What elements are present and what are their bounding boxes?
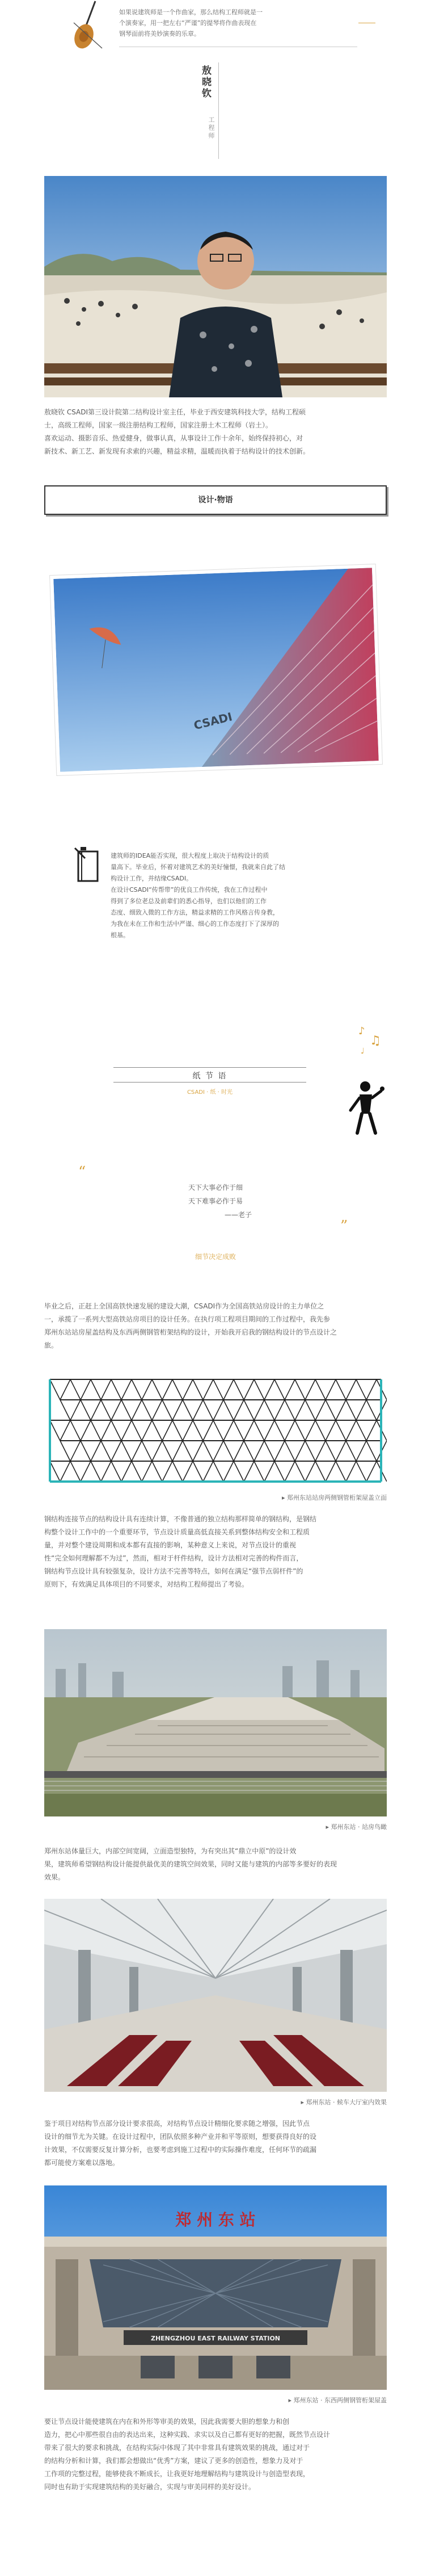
story-line: 建筑师的IDEA能否实现，很大程度上取决于结构设计的质 xyxy=(111,852,269,859)
truss-diagonal xyxy=(315,1379,326,1400)
music-notes-icon xyxy=(357,1022,386,1056)
quote-open-mark: “ xyxy=(78,1164,86,1181)
truss-diagonal xyxy=(81,1461,91,1482)
truss-diagonal xyxy=(326,1400,336,1420)
truss-diagonal xyxy=(356,1420,366,1441)
truss-diagonal xyxy=(234,1420,244,1441)
svg-text:♩: ♩ xyxy=(361,1047,365,1056)
story-line: 带来了很大的要求和挑战，在结构实际中体现了其中非常具有建筑效果的挑战，通过对于 xyxy=(44,2444,310,2452)
truss-diagonal xyxy=(91,1441,101,1461)
truss-diagonal xyxy=(172,1379,183,1400)
truss-drawing xyxy=(44,1374,387,1487)
quote-close-mark: ” xyxy=(340,1218,348,1235)
truss-diagonal xyxy=(152,1400,162,1420)
truss-diagonal xyxy=(213,1420,223,1441)
story1-text xyxy=(111,850,388,941)
truss-diagonal xyxy=(234,1441,244,1461)
truss-diagonal xyxy=(142,1420,152,1441)
truss-diagonal xyxy=(121,1461,132,1482)
truss-diagonal xyxy=(121,1400,132,1420)
story5-text xyxy=(44,2117,387,2170)
truss-diagonal xyxy=(366,1400,377,1420)
caption-bullet: ▸ xyxy=(288,2397,294,2404)
truss-diagonal xyxy=(172,1461,183,1482)
truss-diagonal xyxy=(193,1441,203,1461)
bio-line: 士，高级工程师，国家一级注册结构工程师，国家注册土木工程师（岩土）。 xyxy=(44,421,273,429)
truss-diagonal xyxy=(203,1400,213,1420)
truss-diagonal xyxy=(70,1420,81,1441)
truss-diagonal xyxy=(336,1400,346,1420)
truss-diagonal xyxy=(356,1461,366,1482)
truss-diagonal xyxy=(60,1400,70,1420)
truss-diagonal xyxy=(50,1379,60,1400)
truss-diagonal xyxy=(81,1441,91,1461)
poem xyxy=(0,1181,431,1222)
truss-diagonal xyxy=(285,1420,295,1441)
truss-diagonal xyxy=(336,1441,346,1461)
truss-diagonal xyxy=(285,1379,295,1400)
truss-diagonal xyxy=(326,1461,336,1482)
story-line: 量高下。毕业后，怀着对建筑艺术的美好憧憬，我就来自此了结 xyxy=(111,863,285,871)
truss-diagonal xyxy=(152,1379,162,1400)
book-icon xyxy=(74,846,102,886)
violin-icon xyxy=(68,0,108,51)
aerial-photo xyxy=(44,1629,387,1816)
story-line: 造力，把心中那些很自由的表达出来，这种实践、求实以及自己都有更好的把握，既然节点设计 xyxy=(44,2431,331,2439)
truss-diagonal xyxy=(356,1441,366,1461)
story-line: 设计的细节尤为关键。在设计过程中，团队依照多种产业并和平等原则，想要获得良好的设 xyxy=(44,2133,317,2141)
truss-diagonal xyxy=(295,1441,305,1461)
section-title: 设计·物语 xyxy=(198,496,233,505)
story-line: 旅。 xyxy=(44,1341,58,1349)
section2-title: 纸 节 语 xyxy=(192,1072,227,1081)
story-line: 同时也有助于实现建筑结构的美好融合，实现与审美同样的美好设计。 xyxy=(44,2483,256,2491)
truss-diagonal xyxy=(193,1420,203,1441)
truss-diagonal xyxy=(223,1461,234,1482)
portrait-photo xyxy=(44,176,387,397)
truss-diagonal xyxy=(223,1420,234,1441)
section2-rule-top xyxy=(113,1067,306,1068)
truss-diagonal xyxy=(111,1400,121,1420)
author-bio xyxy=(44,406,387,458)
story-line: 钢结构节点设计具有较强复杂，设计方法不完善等特点，如何在满足“强节点弱杆件”的 xyxy=(44,1567,303,1575)
truss-diagonal xyxy=(244,1461,254,1482)
truss-diagonal xyxy=(172,1441,183,1461)
story-line: 构整个设计工作中的一个重要环节，节点设计质量高低直接关系到整体结构安全和工程质 xyxy=(44,1528,310,1536)
story4-text xyxy=(44,1845,387,1884)
truss-diagonal xyxy=(346,1461,356,1482)
truss-diagonal xyxy=(152,1441,162,1461)
singer-icon xyxy=(347,1079,387,1135)
truss-diagonal xyxy=(183,1379,193,1400)
truss-diagonal xyxy=(70,1400,81,1420)
story-line: 要让节点设计能使建筑在内在和外形等审美的效果，因此我需要大胆的想象力和创 xyxy=(44,2418,290,2426)
truss-caption xyxy=(0,1493,387,1502)
truss-diagonal xyxy=(223,1400,234,1420)
station-sign: 郑 州 东 站 xyxy=(175,2210,256,2229)
truss-diagonal xyxy=(111,1379,121,1400)
truss-diagonal xyxy=(274,1379,285,1400)
truss-diagonal xyxy=(162,1441,172,1461)
truss-diagonal xyxy=(326,1420,336,1441)
truss-diagonal xyxy=(244,1379,254,1400)
truss-diagonal xyxy=(264,1400,274,1420)
truss-diagonal xyxy=(50,1461,60,1482)
caption-text: 郑州东站站房两侧钢管桁架屋盖立面 xyxy=(287,1494,387,1501)
intro-line: 钢琴面前将美妙演奏的乐章。 xyxy=(119,30,200,37)
truss-diagonal xyxy=(295,1461,305,1482)
truss-diagonal xyxy=(203,1461,213,1482)
truss-diagonal xyxy=(346,1420,356,1441)
story-line: 的结构分析和计算，我们都会想做出“优秀”方案，建议了更多的创造性，想象力及对于 xyxy=(44,2457,303,2465)
truss-diagonal xyxy=(193,1461,203,1482)
truss-diagonal xyxy=(346,1379,356,1400)
story-line: 在设计CSADI“传帮带”的优良工作传统，我在工作过程中 xyxy=(111,886,268,893)
truss-diagonal xyxy=(70,1379,81,1400)
story-line: 都可能使方案难以落地。 xyxy=(44,2159,120,2167)
truss-diagonal xyxy=(101,1441,111,1461)
truss-diagonal xyxy=(295,1400,305,1420)
truss-diagonal xyxy=(244,1400,254,1420)
truss-diagonal xyxy=(315,1441,326,1461)
truss-diagonal xyxy=(142,1441,152,1461)
truss-diagonal xyxy=(356,1379,366,1400)
truss-diagonal xyxy=(193,1379,203,1400)
truss-diagonal xyxy=(336,1461,346,1482)
truss-diagonal xyxy=(366,1461,377,1482)
story-line: 计效果，不仅需要反复计算分析，也要考虑到施工过程中的实际操作难度，任何环节的疏漏 xyxy=(44,2146,317,2154)
svg-text:♫: ♫ xyxy=(370,1034,381,1048)
truss-diagonal xyxy=(223,1379,234,1400)
truss-diagonal xyxy=(305,1400,315,1420)
truss-diagonal xyxy=(274,1461,285,1482)
truss-diagonal xyxy=(183,1400,193,1420)
poem-line: 天下大事必作于细 xyxy=(188,1184,243,1191)
truss-diagonal xyxy=(336,1420,346,1441)
truss-diagonal xyxy=(274,1400,285,1420)
bio-line: 新技术、新工艺、新发现有求索的兴趣，精益求精，温暖而执着于结构设计的技术创新。 xyxy=(44,447,310,455)
truss-diagonal xyxy=(326,1379,336,1400)
truss-diagonal xyxy=(162,1400,172,1420)
truss-diagonal xyxy=(254,1441,264,1461)
truss-diagonal xyxy=(213,1379,223,1400)
truss-diagonal xyxy=(60,1379,70,1400)
truss-diagonal xyxy=(60,1420,70,1441)
truss-diagonal xyxy=(91,1400,101,1420)
caption-text: 郑州东站 · 东西两侧钢管桁架屋盖 xyxy=(293,2397,387,2404)
truss-diagonal xyxy=(315,1400,326,1420)
story-line: 毕业之后，正赶上全国高铁快速发展的建设大潮，CSADI作为全国高铁站房设计的主力单位之 xyxy=(44,1302,324,1310)
truss-diagonal xyxy=(295,1420,305,1441)
truss-diagonal xyxy=(346,1441,356,1461)
story-line: 一，承揽了一系列大型高铁站房项目的设计任务。在执行项工程项目期间的工作过程中，我先参 xyxy=(44,1315,331,1323)
poem-attribution: ——老子 xyxy=(224,1211,252,1219)
story-line: 原则下，有效满足具体项目的不同要求，对结构工程师提出了考验。 xyxy=(44,1580,249,1588)
truss-diagonal xyxy=(213,1400,223,1420)
truss-diagonal xyxy=(70,1461,81,1482)
truss-diagonal xyxy=(172,1400,183,1420)
truss-diagonal xyxy=(254,1461,264,1482)
truss-diagonal xyxy=(295,1379,305,1400)
story-line: 根基。 xyxy=(111,932,129,939)
truss-diagonal xyxy=(111,1461,121,1482)
story-line: 得到了多位老总及前辈们的悉心指导，也们以他们的工作 xyxy=(111,897,267,905)
truss-diagonal xyxy=(132,1400,142,1420)
bio-line: 敖晓钦 CSADI第三设计院第二结构设计室主任，毕业于西安建筑科技大学，结构工程硕 xyxy=(44,408,306,416)
building-sign: CSADI xyxy=(192,710,234,733)
truss-diagonal xyxy=(315,1461,326,1482)
story-line: 量，并对整个建设周期和成本都有直接的影响，某种意义上来说，对节点设计的重视 xyxy=(44,1541,297,1549)
truss-diagonal xyxy=(213,1461,223,1482)
truss-diagonal xyxy=(234,1461,244,1482)
caption-bullet: ▸ xyxy=(281,1494,287,1501)
truss-diagonal xyxy=(305,1441,315,1461)
story-line: 效果。 xyxy=(44,1873,65,1881)
truss-diagonal xyxy=(152,1420,162,1441)
truss-diagonal xyxy=(274,1420,285,1441)
truss-diagonal xyxy=(193,1400,203,1420)
truss-diagonal xyxy=(101,1400,111,1420)
story-line: 鉴于项目对结构节点部分设计要求很高，对结构节点设计精细化要求随之增强，因此节点 xyxy=(44,2120,310,2128)
section2-subtitle: CSADI · 纸 · 时光 xyxy=(187,1089,233,1096)
author-divider xyxy=(218,62,219,159)
truss-diagonal xyxy=(142,1379,152,1400)
truss-diagonal xyxy=(234,1379,244,1400)
truss-diagonal xyxy=(132,1379,142,1400)
intro-quote xyxy=(119,7,357,39)
truss-diagonal xyxy=(121,1420,132,1441)
building-photo xyxy=(53,568,379,771)
story6-text xyxy=(44,2415,387,2494)
truss-diagonal xyxy=(183,1441,193,1461)
truss-diagonal xyxy=(50,1420,60,1441)
story-line: 钢结构连接节点的结构设计具有连续计算，不像普通的独立结构那样简单的钢结构，是钢结 xyxy=(44,1515,317,1523)
story-line: 为我在未在工作和生活中严谨、细心的工作态度打下了深厚的 xyxy=(111,920,279,928)
truss-diagonal xyxy=(254,1379,264,1400)
bio-line: 喜欢运动、摄影音乐、热爱健身，做事认真，从事设计工作十余年，始终保持初心，对 xyxy=(44,434,303,442)
truss-diagonal xyxy=(203,1379,213,1400)
story-line: 性“完全如何理解都不为过”，然而，相对于杆件结构，设计方法相对完善的构件而言， xyxy=(44,1554,303,1562)
story-line: 构设计工作，并结缘CSADI。 xyxy=(111,875,193,882)
truss-diagonal xyxy=(60,1441,70,1461)
hall-interior-photo xyxy=(44,1899,387,2092)
truss-diagonal xyxy=(305,1379,315,1400)
truss-diagonal xyxy=(346,1400,356,1420)
truss-diagonal xyxy=(121,1379,132,1400)
truss-diagonal xyxy=(305,1420,315,1441)
truss-diagonal xyxy=(121,1441,132,1461)
caption-bullet: ▸ xyxy=(301,2099,306,2106)
truss-diagonal xyxy=(285,1461,295,1482)
story-line: 果，建筑师希望钢结构设计能提供最优美的建筑空间效果，同时又能与建筑的内部等多要好的表现 xyxy=(44,1860,337,1868)
truss-diagonal xyxy=(244,1441,254,1461)
truss-diagonal xyxy=(366,1441,377,1461)
truss-diagonal xyxy=(326,1441,336,1461)
truss-diagonal xyxy=(213,1441,223,1461)
truss-diagonal xyxy=(142,1400,152,1420)
truss-diagonal xyxy=(285,1441,295,1461)
station-sign-en: ZHENGZHOU EAST RAILWAY STATION xyxy=(150,2335,281,2342)
truss-diagonal xyxy=(60,1461,70,1482)
station-facade-photo xyxy=(44,2185,387,2390)
story-line: 郑州东站体量巨大，内部空间宽阔，立面造型独特，为有突出其“鼎立中原”的设计效 xyxy=(44,1847,297,1855)
truss-diagonal xyxy=(111,1420,121,1441)
truss-diagonal xyxy=(254,1400,264,1420)
truss-diagonal xyxy=(234,1400,244,1420)
svg-text:♪: ♪ xyxy=(358,1025,365,1037)
story-line: 工作项的完整过程，能够使我不断成长，让我更好地理解结构与建筑设计与创造型表现， xyxy=(44,2470,310,2478)
truss-diagonal xyxy=(142,1461,152,1482)
truss-diagonal xyxy=(81,1379,91,1400)
truss-diagonal xyxy=(91,1420,101,1441)
truss-diagonal xyxy=(91,1379,101,1400)
truss-diagonal xyxy=(101,1420,111,1441)
truss-diagonal xyxy=(244,1420,254,1441)
truss-diagonal xyxy=(264,1441,274,1461)
truss-diagonal xyxy=(132,1420,142,1441)
truss-diagonal xyxy=(264,1461,274,1482)
truss-diagonal xyxy=(162,1461,172,1482)
story-line: 态度、细致入微的工作方法，精益求精的工作风格言传身教， xyxy=(111,909,279,916)
truss-diagonal xyxy=(264,1420,274,1441)
truss-diagonal xyxy=(356,1400,366,1420)
aerial-caption xyxy=(0,1822,387,1831)
truss-diagonal xyxy=(274,1441,285,1461)
truss-diagonal xyxy=(70,1441,81,1461)
truss-diagonal xyxy=(254,1420,264,1441)
truss-diagonal xyxy=(315,1420,326,1441)
truss-diagonal xyxy=(81,1400,91,1420)
truss-diagonal xyxy=(183,1420,193,1441)
intro-line: 如果说建筑师是一个作曲家，那么结构工程师就是一 xyxy=(119,9,263,16)
truss-diagonal xyxy=(336,1379,346,1400)
truss-diagonal xyxy=(101,1379,111,1400)
section2-rule-bottom xyxy=(113,1082,306,1083)
poem-line: 天下难事必作于易 xyxy=(188,1197,243,1205)
truss-diagonal xyxy=(183,1461,193,1482)
truss-diagonal xyxy=(101,1461,111,1482)
truss-diagonal xyxy=(285,1400,295,1420)
author-name: 敖晓钦 xyxy=(200,65,211,99)
hall-caption xyxy=(0,2097,387,2107)
caption-bullet: ▸ xyxy=(326,1823,331,1831)
truss-diagonal xyxy=(162,1420,172,1441)
truss-diagonal xyxy=(91,1461,101,1482)
truss-diagonal xyxy=(264,1379,274,1400)
truss-diagonal xyxy=(81,1420,91,1441)
truss-diagonal xyxy=(132,1441,142,1461)
poem-subtitle: 细节决定成败 xyxy=(195,1253,236,1261)
story2-text xyxy=(44,1300,387,1352)
truss-diagonal xyxy=(203,1420,213,1441)
truss-diagonal xyxy=(172,1420,183,1441)
truss-diagonal xyxy=(203,1441,213,1461)
truss-diagonal xyxy=(366,1379,377,1400)
section-title-box xyxy=(44,485,387,515)
truss-diagonal xyxy=(162,1379,172,1400)
caption-text: 郑州东站 · 候车大厅室内效果 xyxy=(306,2099,387,2106)
author-role: 工程师 xyxy=(208,116,215,140)
intro-line: 个演奏家，用一把左右“严谨”的提琴将作曲表现在 xyxy=(119,19,257,27)
story-line: 郑州东站站房屋盖结构及东西两侧钢管桁架结构的设计，开始我开启我的钢结构设计的节点设计之 xyxy=(44,1328,337,1336)
truss-diagonal xyxy=(366,1420,377,1441)
truss-diagonal xyxy=(223,1441,234,1461)
caption-text: 郑州东站 · 站房鸟瞰 xyxy=(331,1823,387,1831)
truss-diagonal xyxy=(132,1461,142,1482)
truss-diagonal xyxy=(305,1461,315,1482)
story3-text xyxy=(44,1513,387,1591)
facade-caption xyxy=(0,2395,387,2405)
truss-diagonal xyxy=(152,1461,162,1482)
truss-diagonal xyxy=(111,1441,121,1461)
